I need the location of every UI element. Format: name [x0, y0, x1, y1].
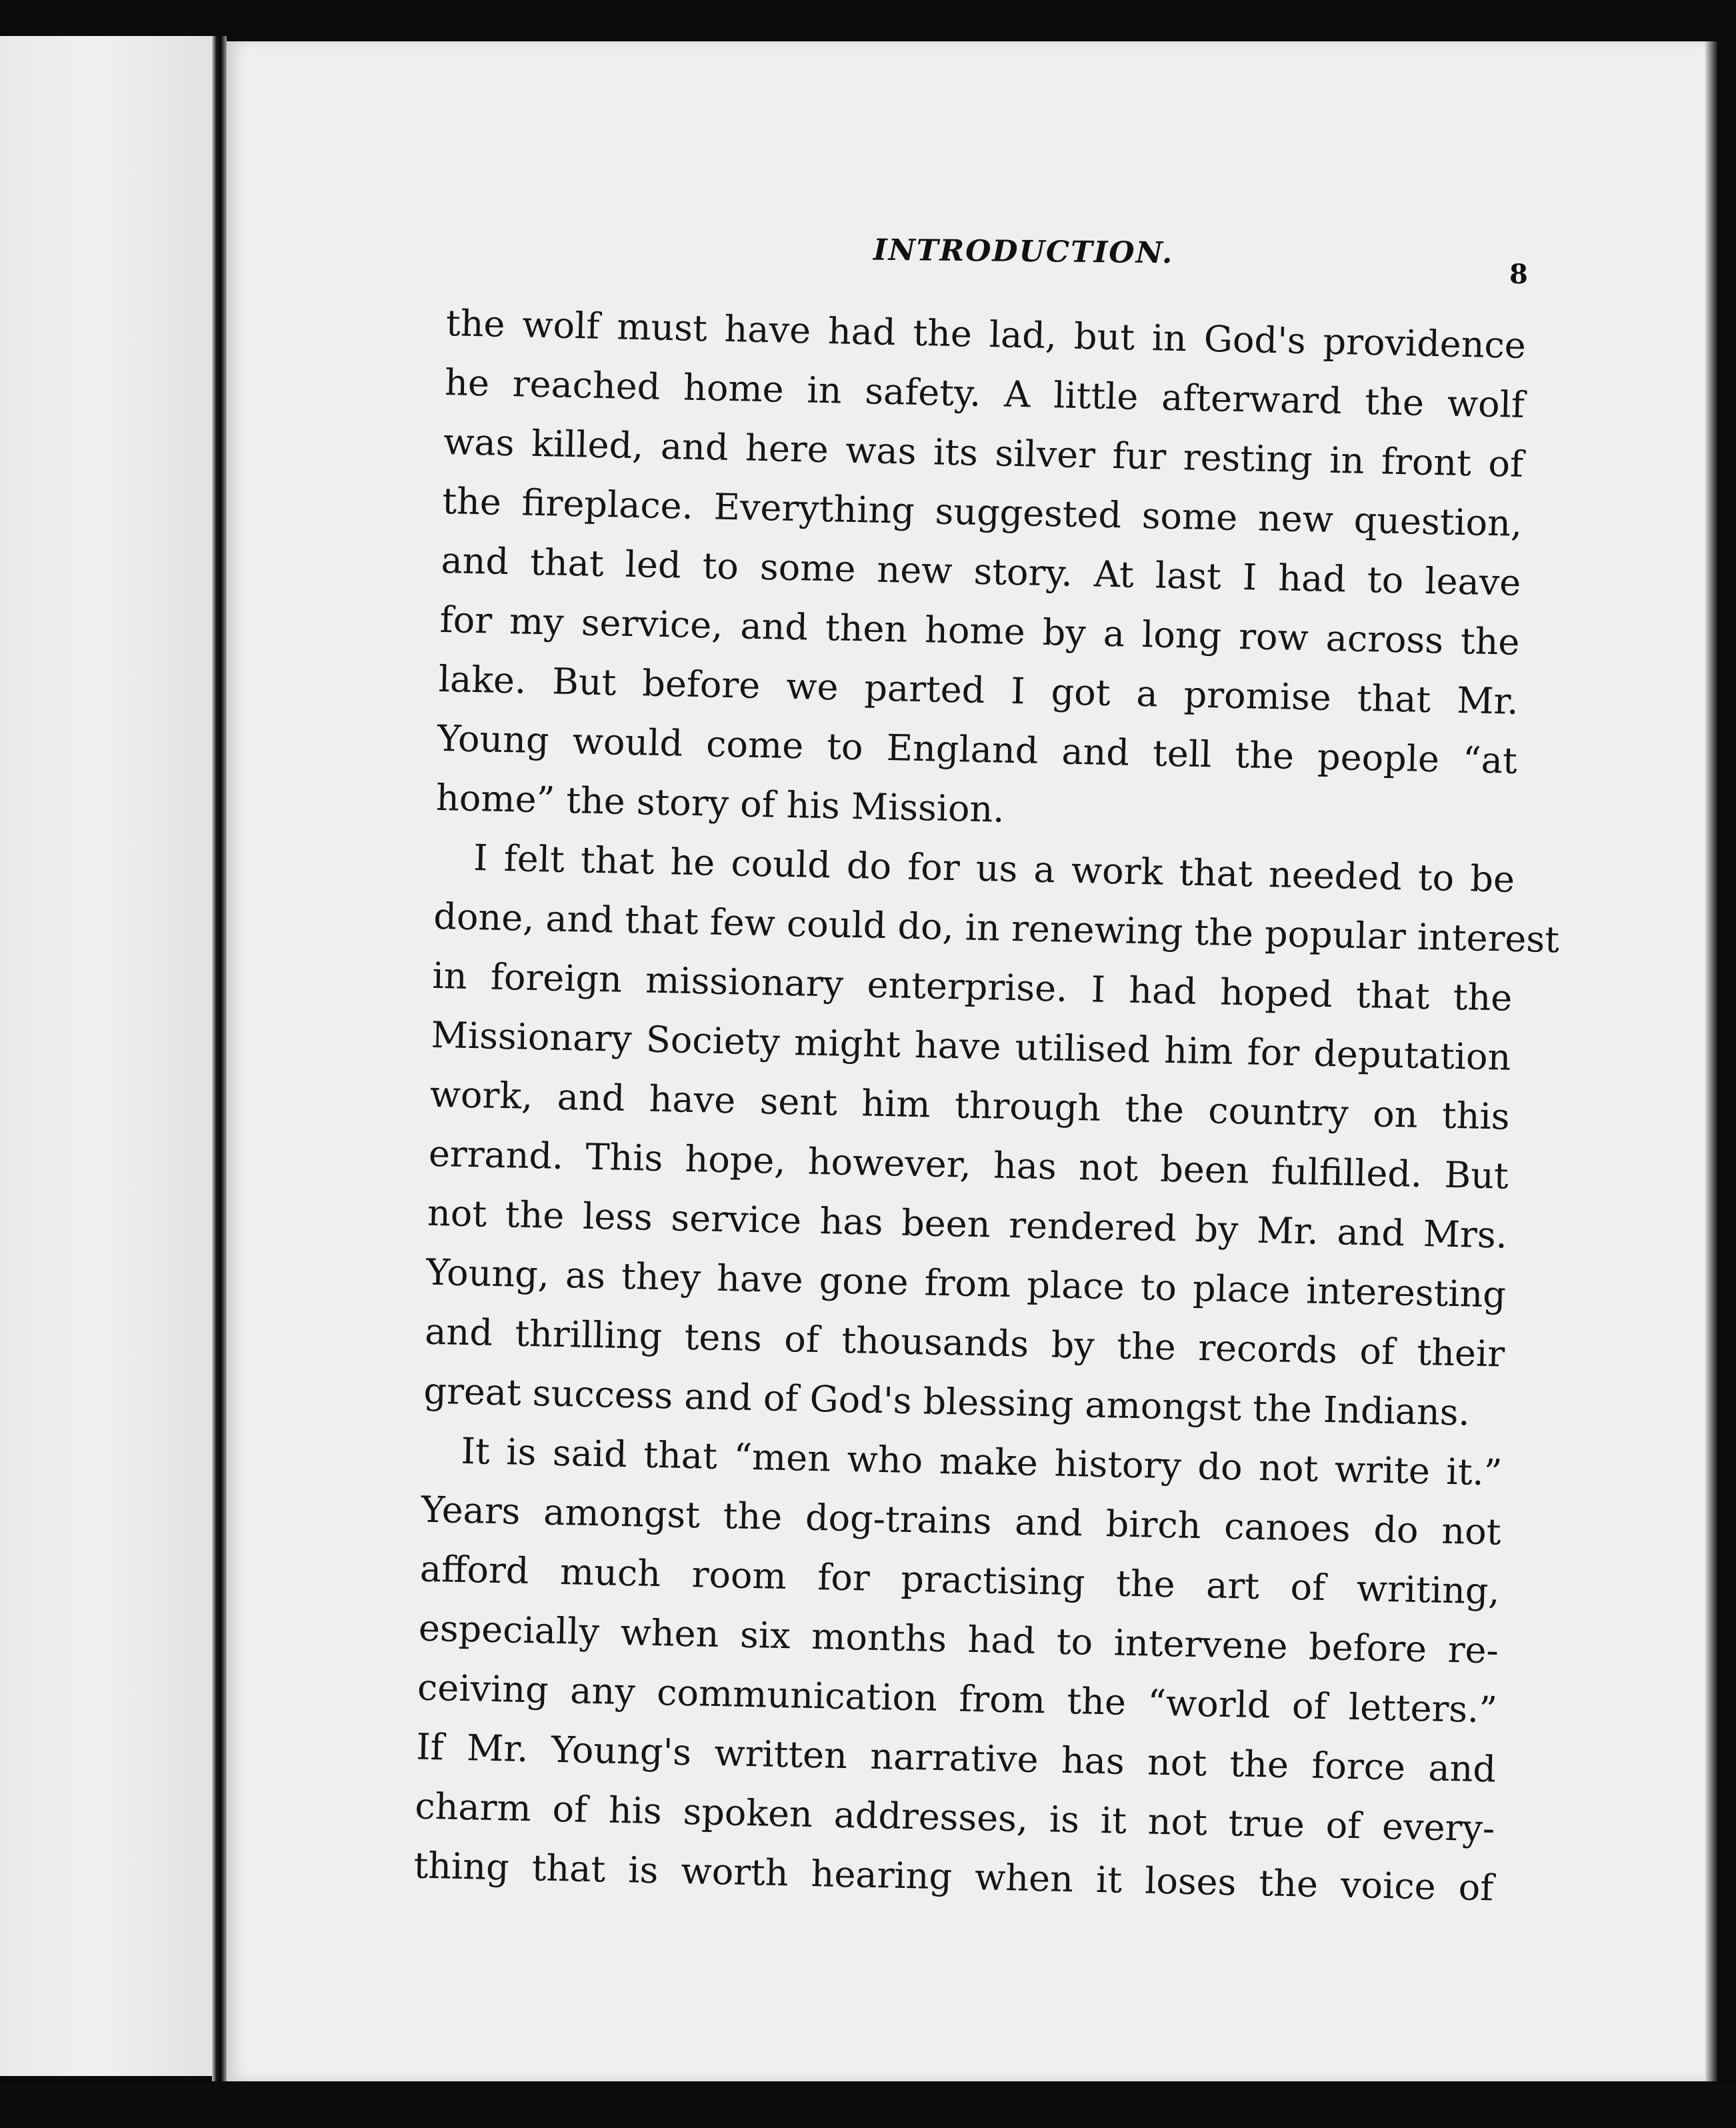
text-line: and thrilling tens of thousands by the records of their: [424, 1310, 1505, 1375]
text-line: was killed, and here was its silver fur resting in front of: [443, 420, 1524, 485]
text-line: especially when six months had to intervene before re-: [418, 1607, 1499, 1672]
paragraph-2: [423, 827, 1560, 1443]
scan-bottom-border: [0, 2081, 1736, 2128]
page-number: 8: [1509, 259, 1528, 290]
text-line: for my service, and then home by a long row across the: [439, 598, 1521, 663]
text-line: done, and that few could do, in renewing the popular interest: [433, 895, 1560, 961]
text-line: Young would come to England and tell the people “at: [437, 717, 1518, 782]
text-line: afford much room for practising the art of writing,: [419, 1547, 1501, 1613]
text-line: not the less service has been rendered by Mr. and Mrs.: [427, 1191, 1508, 1257]
text-line: and that led to some new story. At last I had to leave: [440, 539, 1521, 604]
text-line: If Mr. Young's written narrative has not the force and: [415, 1725, 1497, 1791]
text-line: he reached home in safety. A little afterward the wolf: [444, 361, 1525, 426]
text-line: charm of his spoken addresses, is it not true of every-: [414, 1785, 1495, 1850]
text-line: Young, as they have gone from place to place interesting: [425, 1251, 1507, 1316]
text-line: in foreign missionary enterprise. I had hoped that the: [431, 954, 1513, 1019]
text-line: the wolf must have had the lad, but in God's providence: [445, 301, 1527, 367]
text-line: work, and have sent him through the country on this: [429, 1073, 1511, 1138]
text-line: It is said that “men who make history do not write it.”: [460, 1429, 1503, 1494]
body-text: [413, 293, 1560, 1917]
page-right-edge: [1705, 41, 1717, 2088]
text-line: ceiving any communication from the “world of letters.”: [417, 1666, 1498, 1731]
paragraph-1: [435, 293, 1526, 850]
book-gutter: [212, 36, 227, 2089]
paragraph-3: [413, 1421, 1503, 1918]
text-line: Missionary Society might have utilised him for deputation: [431, 1013, 1512, 1079]
text-line: errand. This hope, however, has not been fulfilled. But: [428, 1132, 1509, 1197]
text-line: Years amongst the dog-trains and birch canoes do not: [421, 1488, 1502, 1553]
running-head: INTRODUCTION.: [873, 233, 1174, 271]
text-line: lake. But before we parted I got a promise that Mr.: [438, 657, 1519, 723]
facing-page-edge: [0, 36, 212, 2076]
text-line: great success and of God's blessing amongst the Indians.: [423, 1369, 1471, 1434]
text-line: thing that is worth hearing when it loses the voice of: [413, 1844, 1494, 1909]
text-line: the fireplace. Everything suggested some new question,: [441, 479, 1523, 545]
text-line: I felt that he could do for us a work that needed to be: [473, 837, 1515, 901]
text-line: home” the story of his Mission.: [435, 776, 1005, 831]
